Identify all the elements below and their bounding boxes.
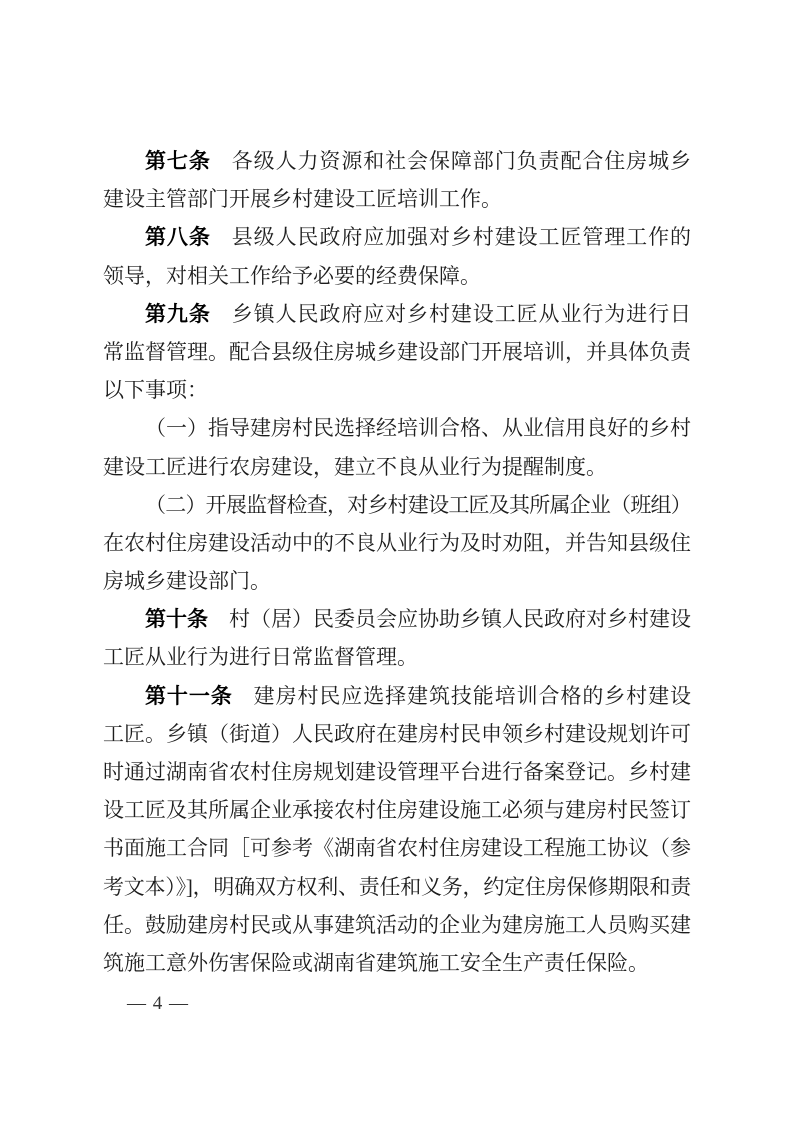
- text-line: 房城乡建设部门。: [103, 569, 271, 594]
- text-line: 第八条 县级人民政府应加强对乡村建设工匠管理工作的: [145, 225, 691, 250]
- paragraph: [103, 142, 691, 218]
- article-number-label: 第九条: [145, 301, 211, 326]
- text-line: 第七条 各级人力资源和社会保障部门负责配合住房城乡: [145, 149, 691, 173]
- text-line: 第九条 乡镇人民政府应对乡村建设工匠从业行为进行日: [145, 301, 691, 326]
- paragraph: [103, 218, 691, 294]
- text-line: 第十条 村（居）民委员会应协助乡镇人民政府对乡村建设: [145, 607, 691, 632]
- text-line: 在农村住房建设活动中的不良从业行为及时劝阻，并告知县级住: [103, 530, 691, 555]
- text-line: 筑施工意外伤害保险或湖南省建筑施工安全生产责任保险。: [103, 950, 649, 975]
- text-line: 书面施工合同［可参考《湖南省农村住房建设工程施工协议（参: [103, 836, 691, 861]
- text-line: 以下事项：: [103, 378, 208, 403]
- text-line: （一）指导建房村民选择经培训合格、从业信用良好的乡村: [145, 416, 691, 441]
- paragraph: [103, 409, 691, 485]
- text-line: 常监督管理。配合县级住房城乡建设部门开展培训，并具体负责: [103, 339, 691, 364]
- text-line: 工匠。乡镇（街道）人民政府在建房村民申领乡村建设规划许可: [103, 721, 691, 746]
- text-line: 第十一条 建房村民应选择建筑技能培训合格的乡村建设: [145, 683, 691, 708]
- paragraph: [103, 600, 691, 676]
- page-number: — 4 —: [127, 993, 189, 1014]
- article-number-label: 第十条: [145, 607, 208, 632]
- article-number-label: 第十一条: [145, 683, 233, 708]
- article-number-label: 第七条: [145, 149, 211, 173]
- text-line: 领导，对相关工作给予必要的经费保障。: [103, 263, 481, 288]
- text-line: 考文本）》]，明确双方权利、责任和义务，约定住房保修期限和责: [103, 874, 691, 899]
- text-line: 设工匠及其所属企业承接农村住房建设施工必须与建房村民签订: [103, 798, 691, 823]
- text-line: 任。鼓励建房村民或从事建筑活动的企业为建房施工人员购买建: [103, 912, 691, 937]
- text-line: 时通过湖南省农村住房规划建设管理平台进行备案登记。乡村建: [103, 760, 691, 784]
- text-line: 建设工匠进行农房建设，建立不良从业行为提醒制度。: [103, 454, 607, 479]
- document-body: [103, 142, 691, 982]
- article-number-label: 第八条: [145, 225, 211, 250]
- paragraph: [103, 486, 691, 601]
- text-line: 工匠从业行为进行日常监督管理。: [103, 645, 418, 670]
- text-line: （二）开展监督检查，对乡村建设工匠及其所属企业（班组）: [145, 492, 691, 517]
- paragraph: [103, 295, 691, 410]
- paragraph: [103, 677, 691, 983]
- text-line: 建设主管部门开展乡村建设工匠培训工作。: [103, 187, 502, 212]
